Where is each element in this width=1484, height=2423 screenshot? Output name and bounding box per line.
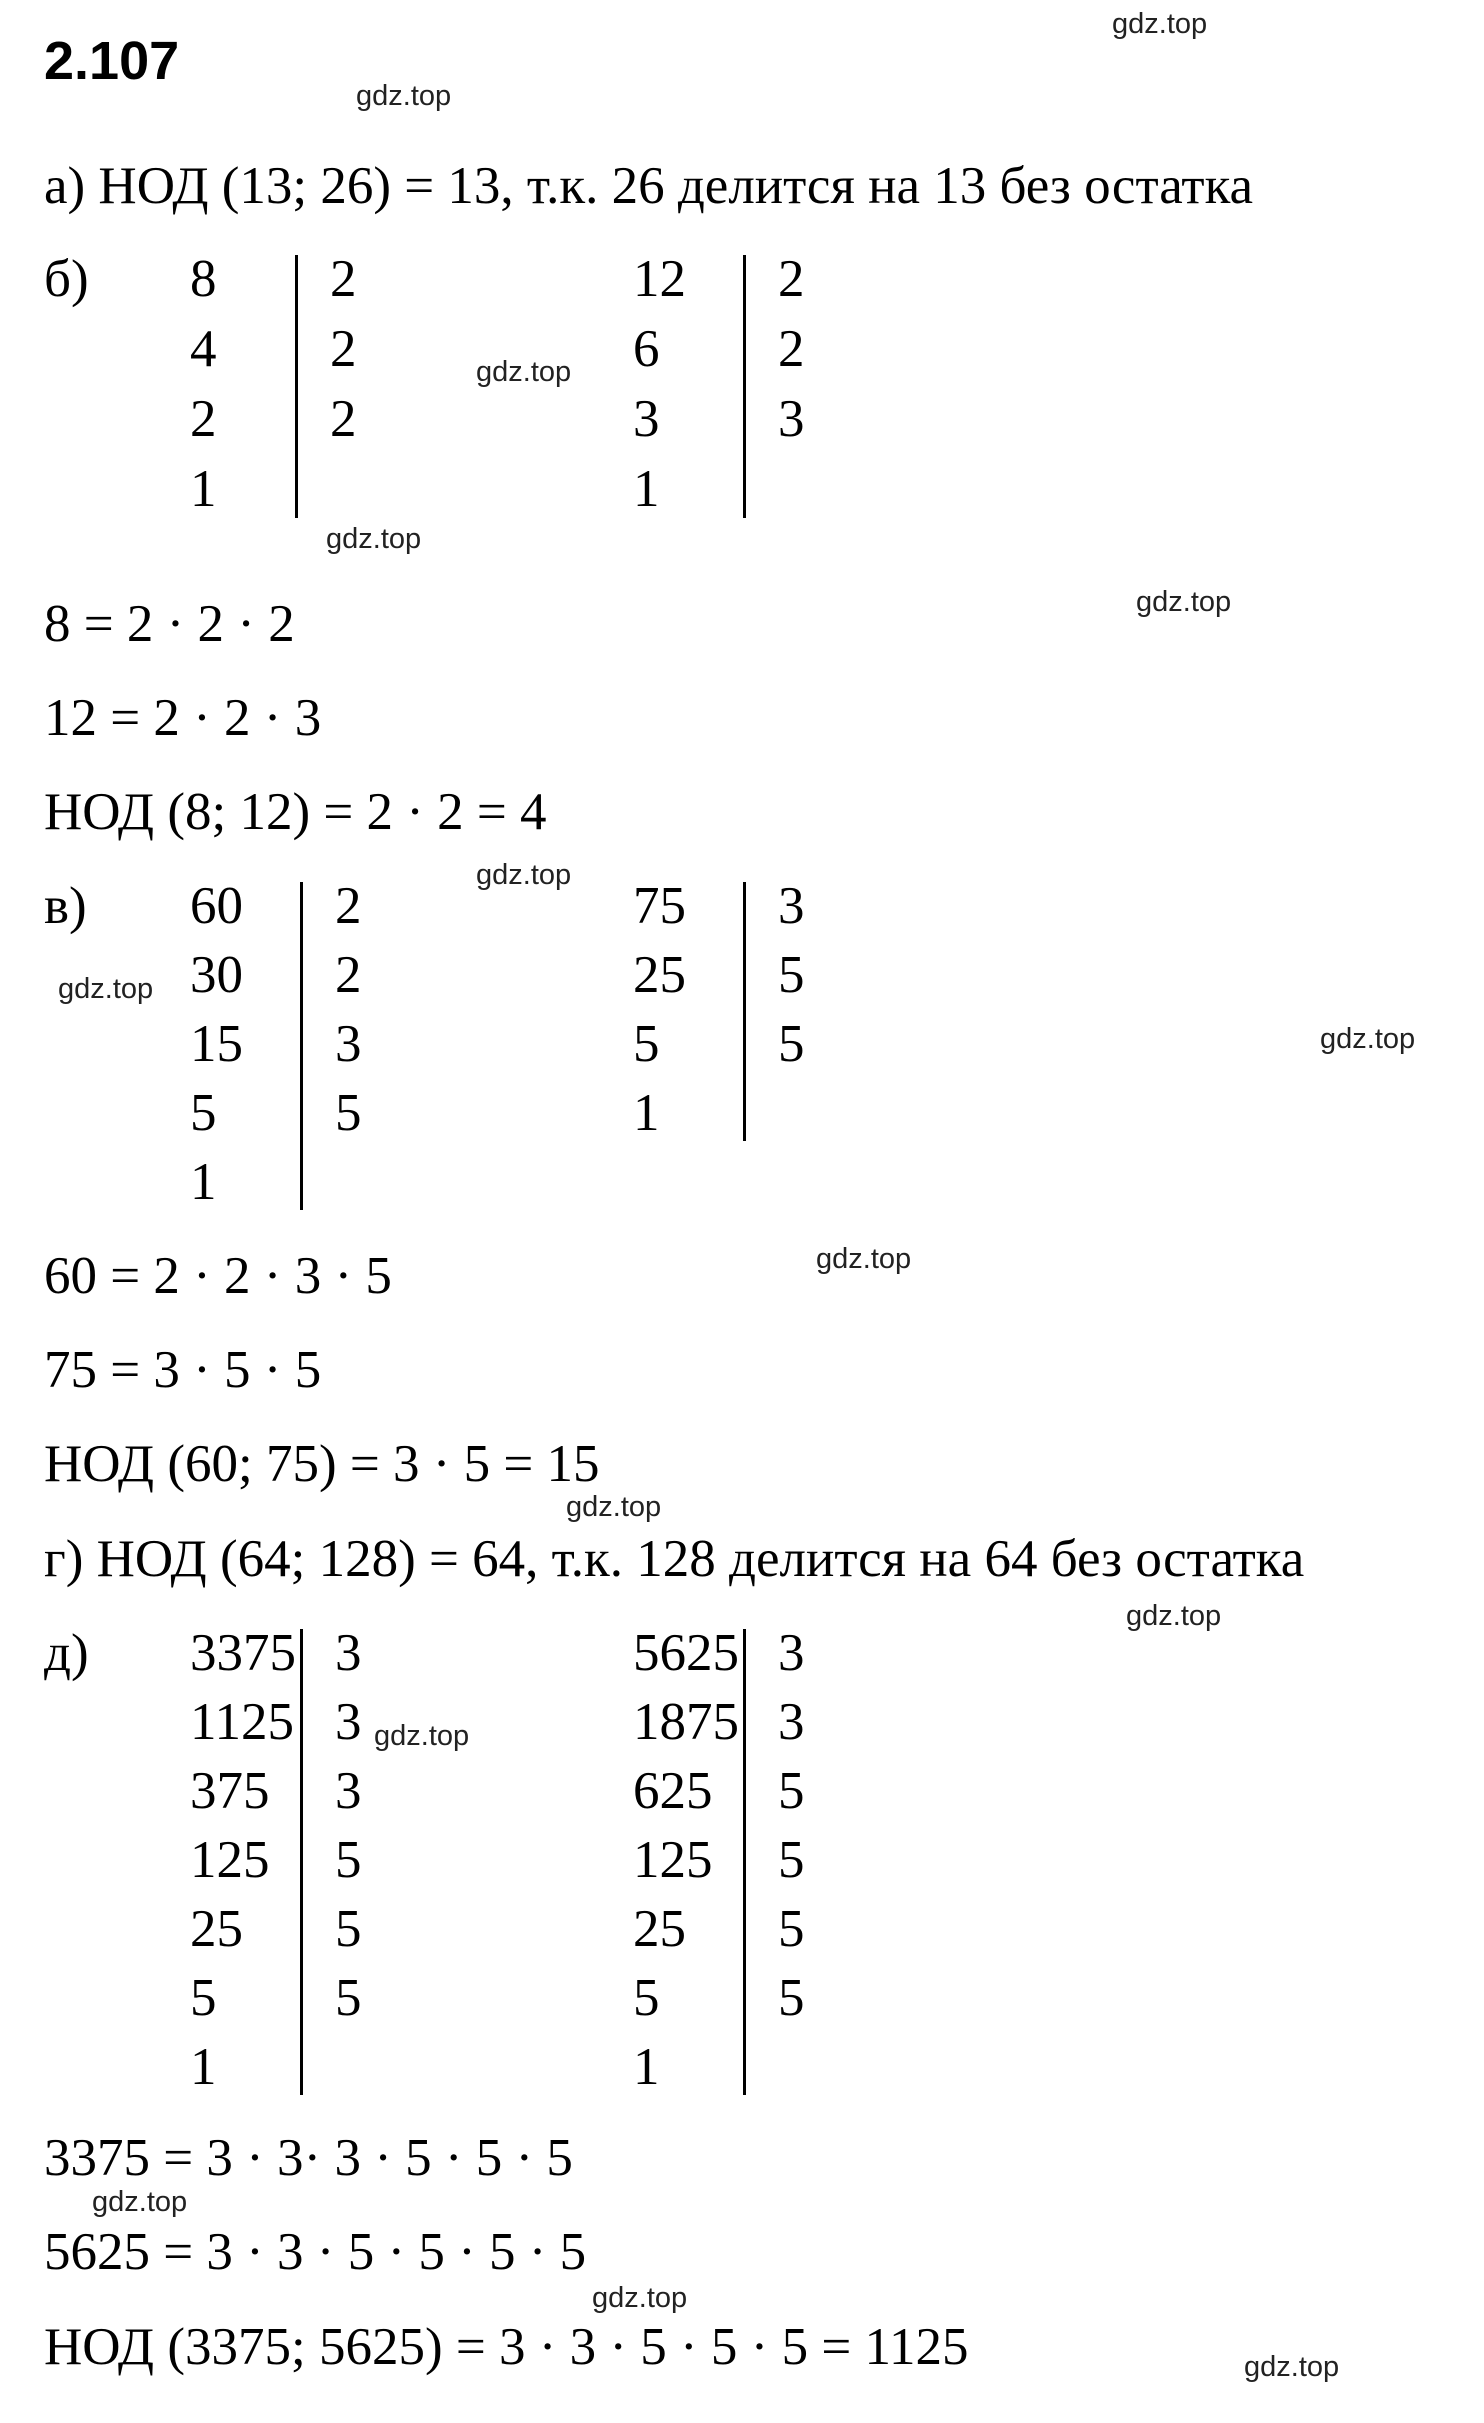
- ladder-divisor: 3: [335, 1624, 362, 1682]
- ladder-divisor: 2: [330, 320, 357, 378]
- ladder-divider-line: [743, 255, 746, 518]
- ladder-divisor: 3: [335, 1762, 362, 1820]
- part-v-gcd: НОД (60; 75) = 3 · 5 = 15: [44, 1435, 600, 1493]
- ladder-divisor: 5: [335, 1831, 362, 1889]
- ladder-divisor: 2: [778, 250, 805, 308]
- ladder-divisor: 2: [330, 250, 357, 308]
- ladder-divisor: 3: [778, 390, 805, 448]
- ladder-divider-line: [295, 255, 298, 518]
- ladder-divisor: 5: [335, 1084, 362, 1142]
- ladder-divisor: 5: [778, 946, 805, 1004]
- ladder-divisor: 5: [778, 1900, 805, 1958]
- ladder-number: 60: [190, 877, 243, 935]
- watermark: gdz.top: [592, 2282, 688, 2314]
- ladder-divider-line: [300, 882, 303, 1210]
- watermark: gdz.top: [816, 1243, 912, 1275]
- ladder-divisor: 3: [778, 877, 805, 935]
- ladder-divisor: 2: [778, 320, 805, 378]
- ladder-number: 1: [633, 1084, 660, 1142]
- watermark: gdz.top: [326, 523, 422, 555]
- ladder-number: 25: [633, 946, 686, 1004]
- ladder-divisor: 3: [778, 1693, 805, 1751]
- part-v-factor-75: 75 = 3 · 5 · 5: [44, 1341, 322, 1399]
- ladder-number: 125: [633, 1831, 713, 1889]
- ladder-number: 30: [190, 946, 243, 1004]
- part-d-label: д): [44, 1624, 89, 1682]
- problem-number: 2.107: [44, 31, 180, 91]
- watermark: gdz.top: [374, 1720, 470, 1752]
- part-b-label: б): [44, 250, 89, 308]
- ladder-divisor: 5: [778, 1969, 805, 2027]
- watermark: gdz.top: [92, 2186, 188, 2218]
- watermark: gdz.top: [1126, 1600, 1222, 1632]
- ladder-number: 8: [190, 250, 217, 308]
- ladder-divisor: 5: [778, 1015, 805, 1073]
- ladder-number: 3: [633, 390, 660, 448]
- watermark: gdz.top: [58, 973, 154, 1005]
- ladder-number: 1: [190, 1153, 217, 1211]
- ladder-number: 12: [633, 250, 686, 308]
- ladder-number: 5: [633, 1015, 660, 1073]
- ladder-number: 2: [190, 390, 217, 448]
- watermark: gdz.top: [1136, 586, 1232, 618]
- part-g-line: г) НОД (64; 128) = 64, т.к. 128 делится на 64 без остатка: [44, 1530, 1305, 1588]
- ladder-number: 75: [633, 877, 686, 935]
- watermark: gdz.top: [1244, 2351, 1340, 2383]
- ladder-number: 6: [633, 320, 660, 378]
- ladder-number: 375: [190, 1762, 270, 1820]
- part-v-factor-60: 60 = 2 · 2 · 3 · 5: [44, 1247, 392, 1305]
- ladder-number: 4: [190, 320, 217, 378]
- watermark: gdz.top: [476, 859, 572, 891]
- ladder-divisor: 5: [335, 1969, 362, 2027]
- part-v-label: в): [44, 877, 87, 935]
- ladder-number: 1: [633, 460, 660, 518]
- ladder-number: 625: [633, 1762, 713, 1820]
- watermark: gdz.top: [1320, 1023, 1416, 1055]
- ladder-number: 3375: [190, 1624, 296, 1682]
- ladder-divider-line: [743, 1629, 746, 2095]
- part-d-factor-5625: 5625 = 3 · 3 · 5 · 5 · 5 · 5: [44, 2223, 587, 2281]
- ladder-divisor: 5: [778, 1831, 805, 1889]
- ladder-number: 125: [190, 1831, 270, 1889]
- part-b-gcd: НОД (8; 12) = 2 · 2 = 4: [44, 783, 547, 841]
- ladder-number: 5: [633, 1969, 660, 2027]
- ladder-number: 1: [190, 2038, 217, 2096]
- ladder-divisor: 5: [335, 1900, 362, 1958]
- ladder-number: 25: [633, 1900, 686, 1958]
- ladder-number: 1875: [633, 1693, 739, 1751]
- ladder-divisor: 5: [778, 1762, 805, 1820]
- ladder-number: 5625: [633, 1624, 739, 1682]
- ladder-divisor: 3: [778, 1624, 805, 1682]
- ladder-number: 25: [190, 1900, 243, 1958]
- ladder-divider-line: [743, 882, 746, 1141]
- watermark: gdz.top: [566, 1491, 662, 1523]
- ladder-divisor: 2: [330, 390, 357, 448]
- part-b-factor-12: 12 = 2 · 2 · 3: [44, 689, 322, 747]
- watermark: gdz.top: [356, 80, 452, 112]
- part-b-factor-8: 8 = 2 · 2 · 2: [44, 595, 295, 653]
- ladder-divisor: 2: [335, 946, 362, 1004]
- ladder-divisor: 2: [335, 877, 362, 935]
- ladder-divider-line: [300, 1629, 303, 2095]
- ladder-number: 1125: [190, 1693, 295, 1751]
- ladder-number: 1: [633, 2038, 660, 2096]
- ladder-divisor: 3: [335, 1015, 362, 1073]
- ladder-number: 1: [190, 460, 217, 518]
- watermark: gdz.top: [1112, 8, 1208, 40]
- watermark: gdz.top: [476, 356, 572, 388]
- ladder-number: 5: [190, 1084, 217, 1142]
- ladder-number: 15: [190, 1015, 243, 1073]
- ladder-number: 5: [190, 1969, 217, 2027]
- part-d-gcd: НОД (3375; 5625) = 3 · 3 · 5 · 5 · 5 = 1125: [44, 2318, 969, 2376]
- part-a-line: а) НОД (13; 26) = 13, т.к. 26 делится на 13 без остатка: [44, 157, 1254, 215]
- part-d-factor-3375: 3375 = 3 · 3· 3 · 5 · 5 · 5: [44, 2129, 573, 2187]
- ladder-divisor: 3: [335, 1693, 362, 1751]
